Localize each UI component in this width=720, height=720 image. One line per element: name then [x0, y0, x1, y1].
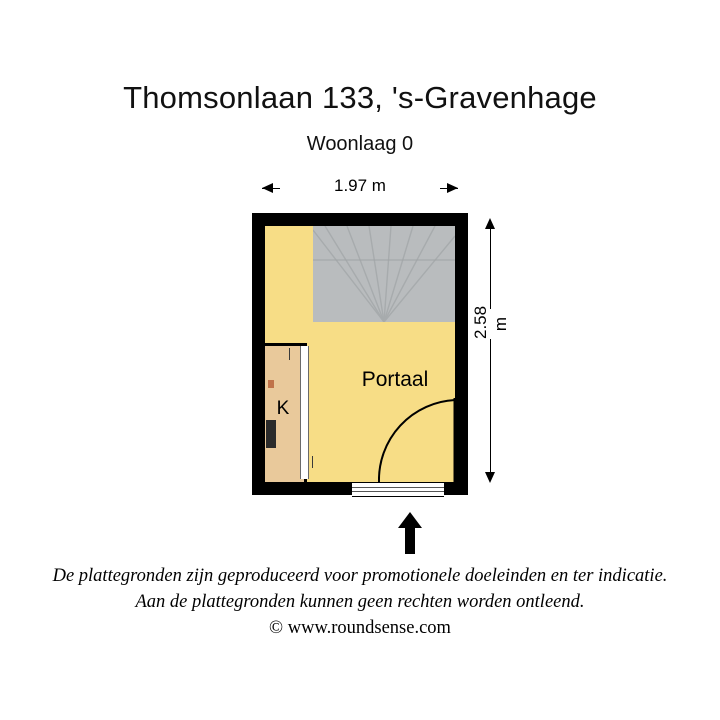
disclaimer-line-1: De plattegronden zijn geproduceerd voor promotionele doeleinden en ter indicatie. [52, 566, 668, 586]
width-dimension-label: 1.97 m [280, 176, 440, 196]
disclaimer-footer [0, 563, 720, 641]
kitchen-appliance-1 [268, 380, 274, 388]
page-subtitle: Woonlaag 0 [306, 133, 414, 155]
height-dimension-label: 2.58 m [467, 309, 515, 339]
kitchen-door [300, 346, 309, 479]
width-dimension-arrow-left [262, 183, 273, 193]
staircase [313, 226, 455, 322]
width-dimension-arrow-right [447, 183, 458, 193]
copyright-line: © www.roundsense.com [269, 618, 451, 638]
entry-threshold [352, 482, 444, 497]
kitchen-tick-bottom [312, 456, 313, 468]
height-dimension-line [490, 224, 491, 478]
height-dimension-arrow-top [485, 218, 495, 229]
room-label-kitchen: K [276, 398, 290, 419]
door-swing-icon [378, 398, 456, 482]
room-label-portaal: Portaal [361, 368, 429, 391]
staircase-treads-icon [313, 226, 455, 322]
page-title: Thomsonlaan 133, 's-Gravenhage [123, 80, 597, 115]
kitchen-appliance-2 [266, 420, 276, 448]
kitchen-tick-top [289, 348, 290, 360]
disclaimer-line-2: Aan de plattegronden kunnen geen rechten worden ontleend. [135, 592, 585, 612]
height-dimension-arrow-bottom [485, 472, 495, 483]
entrance-arrow-icon [398, 512, 422, 554]
